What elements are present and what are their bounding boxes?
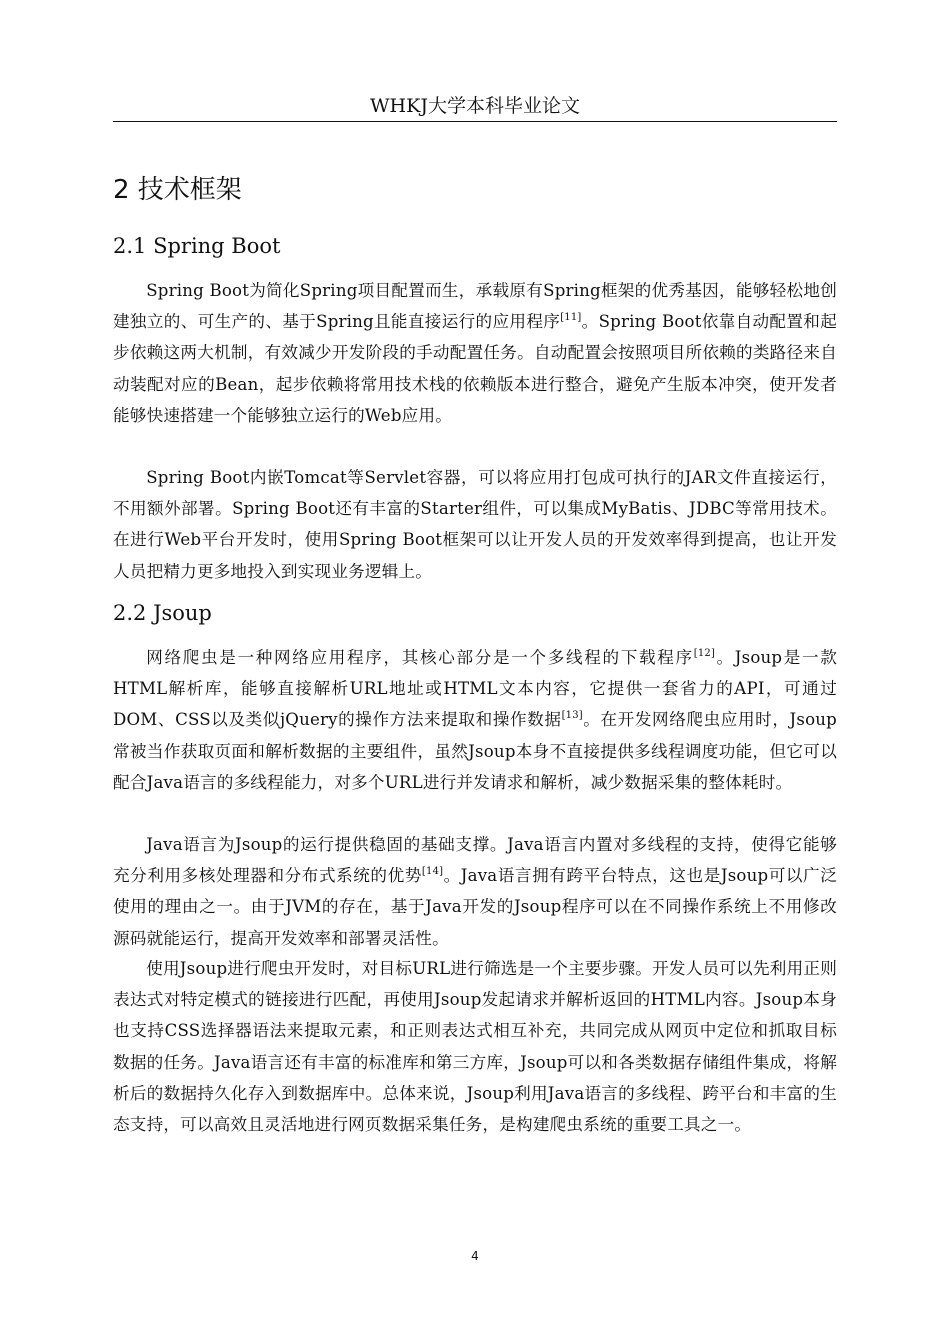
citation: [12] [693,648,716,659]
paragraph [113,953,837,1140]
paragraph-text: Spring Boot为简化Spring项目配置而生，承载原有Spring框架的优秀基因，能够轻松地创建独立的、可生产的、基于Spring且能直接运行的应用程序 [113,281,837,332]
paragraph-text: Java语言为Jsoup的运行提供稳固的基础支撑。Java语言内置对多线程的支持，使得它能够充分利用多核处理器和分布式系统的优势 [113,835,837,886]
section-title-jsoup: 2.2 Jsoup [113,601,212,625]
citation: [14] [421,866,444,878]
citation: [13] [561,710,583,722]
paragraph-text: 。Jsoup是一款HTML解析库，能够直接解析URL地址或HTML文本内容，它提供一套省力的API，可通过DOM、CSS以及类似jQuery的操作方法来提取和操作数据 [113,648,837,730]
paragraph-text: 。Spring Boot依靠自动配置和起步依赖这两大机制，有效减少开发阶段的手动配置任务。自动配置会按照项目所依赖的类路径来自动装配对应的Bean，起步依赖将常用技术栈的依赖版本进行整合，避免产生版本冲突，使开发者能够快速搭建一个能够独立运行的Web应用。 [113,312,837,425]
header-rule [113,121,837,122]
paragraph [113,829,837,954]
paragraph-text: 。Java语言拥有跨平台特点，这也是Jsoup可以广泛使用的理由之一。由于JVM的存在，基于Java开发的Jsoup程序可以在不同操作系统上不用修改源码就能运行，提高开发效率和部署灵活性。 [113,866,837,948]
paragraph [113,642,837,798]
citation: [11] [560,312,582,324]
page-header: WHKJ大学本科毕业论文 [370,95,580,117]
paragraph-text: 网络爬虫是一种网络应用程序，其核心部分是一个多线程的下载程序 [146,648,694,667]
paragraph-text: Spring Boot内嵌Tomcat等Servlet容器，可以将应用打包成可执行的JAR文件直接运行，不用额外部署。Spring Boot还有丰富的Starter组件，可以集成MyBatis、JDBC等常用技术。在进行Web平台开发时，使用Spring Boot框架可以让开发人员的开发效率得到提高，也让开发人员把精力更多地投入到实现业务逻辑上。 [113,468,837,581]
paragraph [113,462,837,587]
chapter-title: 2 技术框架 [113,175,242,205]
paragraph-text: 。在开发网络爬虫应用时，Jsoup常被当作获取页面和解析数据的主要组件，虽然Jsoup本身不直接提供多线程调度功能，但它可以配合Java语言的多线程能力，对多个URL进行并发请求和解析，减少数据采集的整体耗时。 [113,710,837,792]
paragraph [113,275,837,431]
page-number: 4 [471,1249,479,1263]
paragraph-text: 使用Jsoup进行爬虫开发时，对目标URL进行筛选是一个主要步骤。开发人员可以先利用正则表达式对特定模式的链接进行匹配，再使用Jsoup发起请求并解析返回的HTML内容。Jsoup本身也支持CSS选择器语法来提取元素，和正则表达式相互补充，共同完成从网页中定位和抓取目标数据的任务。Java语言还有丰富的标准库和第三方库，Jsoup可以和各类数据存储组件集成，将解析后的数据持久化存入到数据库中。总体来说，Jsoup利用Java语言的多线程、跨平台和丰富的生态支持，可以高效且灵活地进行网页数据采集任务，是构建爬虫系统的重要工具之一。 [113,959,837,1135]
section-title-spring-boot: 2.1 Spring Boot [113,234,281,258]
